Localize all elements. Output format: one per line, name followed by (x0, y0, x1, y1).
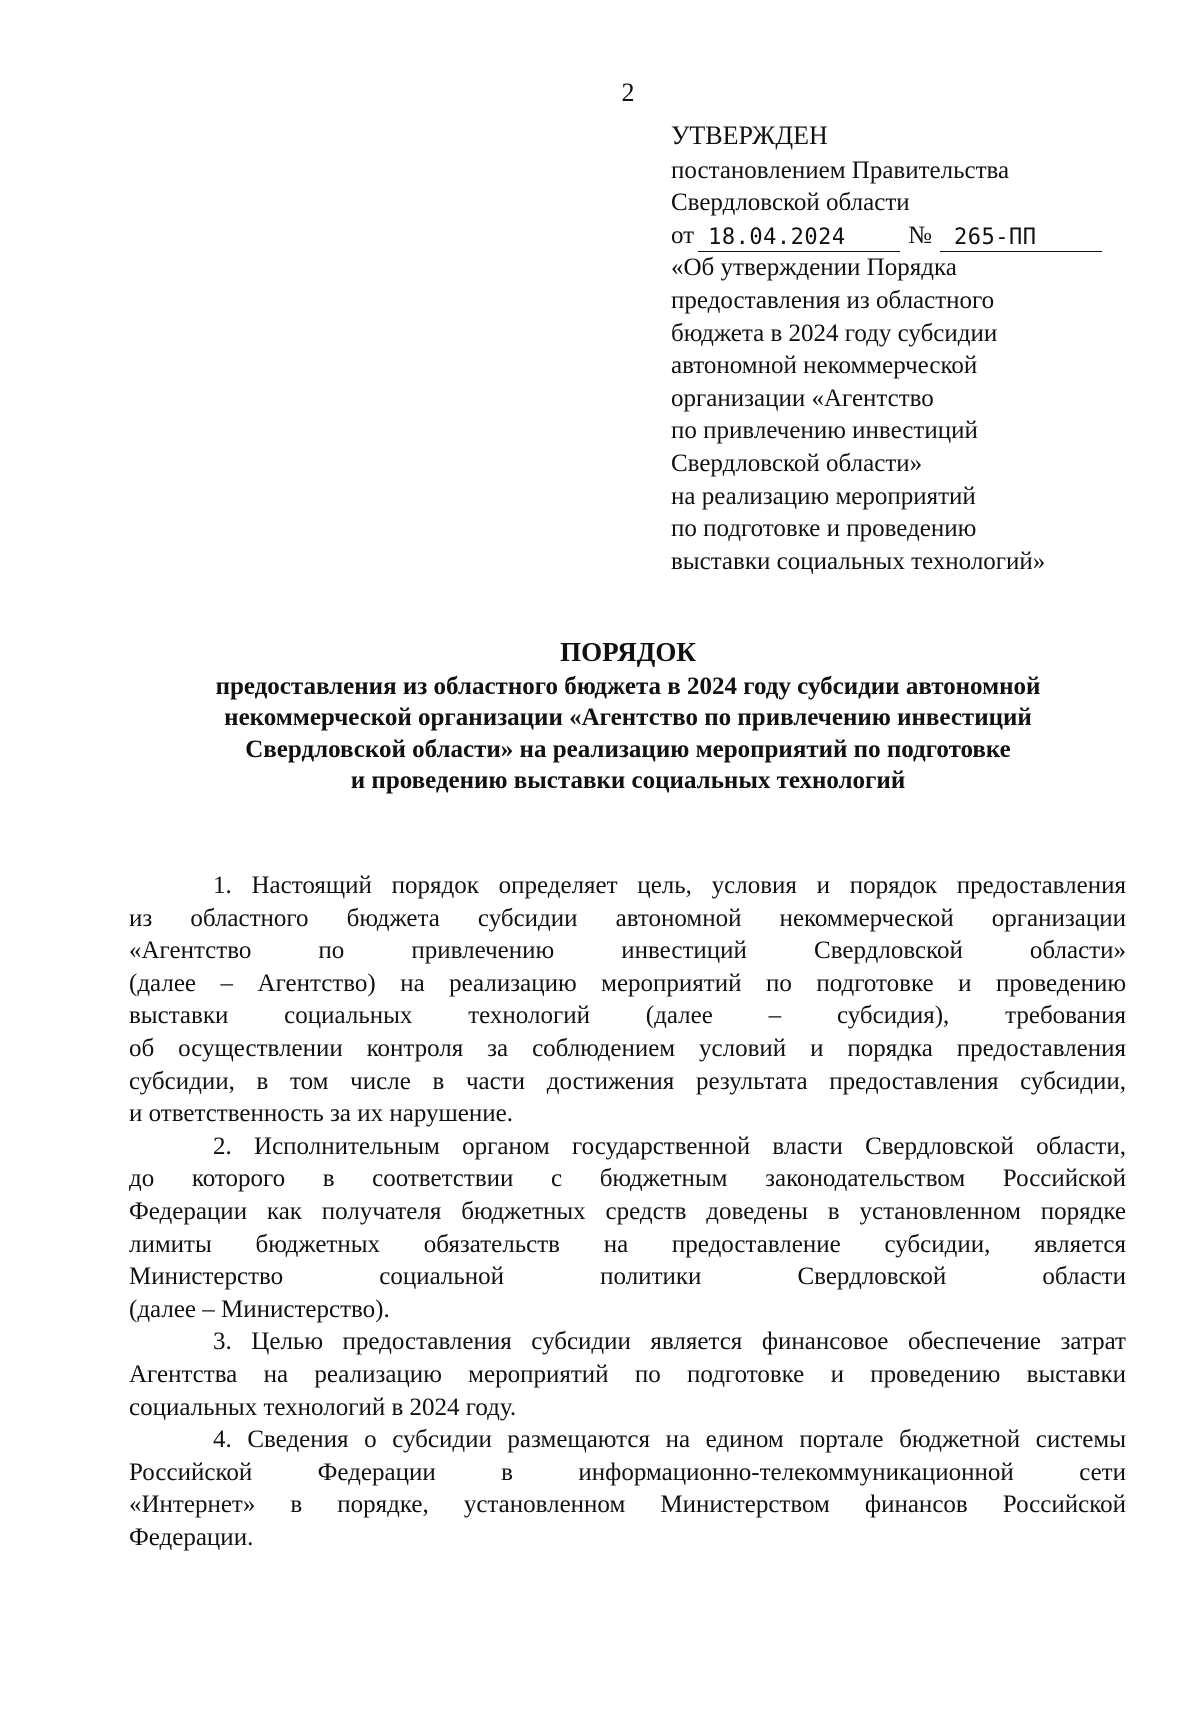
paragraph-line: об осуществлении контроля за соблюдением условий и порядка предоставления (129, 1034, 1126, 1062)
number-prefix: № (908, 221, 932, 249)
paragraph-line: из областного бюджета субсидии автономной некоммерческой организации (129, 904, 1126, 932)
number-field: 265-ПП (940, 225, 1102, 252)
paragraph-1 (129, 870, 1126, 1131)
approval-subject-line: по подготовке и проведению (671, 515, 977, 543)
paragraph-3 (129, 1326, 1126, 1424)
paragraph-line: Министерство социальной политики Свердловской области (129, 1263, 1126, 1291)
date-prefix: от (671, 221, 695, 249)
paragraph-line: 3. Целью предоставления субсидии является финансовое обеспечение затрат (213, 1328, 1126, 1356)
paragraph-2 (129, 1131, 1126, 1327)
paragraph-line: Федерации как получателя бюджетных средств доведены в установленном порядке (129, 1197, 1126, 1225)
approval-subject-line: на реализацию мероприятий (671, 482, 976, 510)
paragraph-line: «Агентство по привлечению инвестиций Свердловской области» (129, 937, 1126, 965)
paragraph-line: 1. Настоящий порядок определяет цель, условия и порядок предоставления (213, 872, 1126, 899)
paragraph-line: 2. Исполнительным органом государственной власти Свердловской области, (213, 1132, 1126, 1160)
paragraph-line: до которого в соответствии с бюджетным законодательством Российской (129, 1165, 1126, 1193)
paragraph-line: субсидии, в том числе в части достижения результата предоставления субсидии, (129, 1067, 1126, 1095)
approval-subject-line: «Об утверждении Порядка (671, 254, 957, 282)
approval-line-1: постановлением Правительства (671, 156, 1010, 184)
document-title (0, 637, 1200, 797)
paragraph-line: Федерации. (129, 1523, 254, 1551)
document-body (129, 870, 1126, 1554)
paragraph-4 (129, 1424, 1126, 1554)
title-line: и проведению выставки социальных технологий (350, 767, 906, 794)
approval-date-row (671, 220, 1111, 253)
paragraph-line: (далее – Агентство) на реализацию мероприятий по подготовке и проведению (129, 969, 1126, 997)
approval-heading: УТВЕРЖДЕН (671, 121, 828, 150)
approval-subject-line: организации «Агентство (671, 384, 934, 412)
page-number: 2 (621, 78, 635, 107)
title-heading: ПОРЯДОК (560, 637, 696, 667)
paragraph-line: лимиты бюджетных обязательств на предоставление субсидии, является (129, 1230, 1126, 1258)
paragraph-line: и ответственность за их нарушение. (129, 1100, 513, 1128)
paragraph-line: Российской Федерации в информационно-телекоммуникационной сети (129, 1458, 1126, 1486)
approval-subject-line: по привлечению инвестиций (671, 417, 978, 445)
title-line: предоставления из областного бюджета в 2024 году субсидии автономной (215, 672, 1041, 700)
title-line: Свердловской области» на реализацию мероприятий по подготовке (245, 735, 1011, 763)
paragraph-line: «Интернет» в порядке, установленном Министерством финансов Российской (129, 1491, 1126, 1519)
approval-subject-line: бюджета в 2024 году субсидии (671, 319, 998, 347)
approval-subject-line: автономной некоммерческой (671, 352, 978, 380)
paragraph-line: социальных технологий в 2024 году. (129, 1393, 517, 1421)
title-line: некоммерческой организации «Агентство по привлечению инвестиций (224, 704, 1032, 731)
approval-line-2: Свердловской области (671, 189, 910, 217)
approval-subject-line: предоставления из областного (671, 286, 995, 314)
paragraph-line: (далее – Министерство). (129, 1295, 390, 1323)
date-field: 18.04.2024 (698, 225, 900, 252)
paragraph-line: 4. Сведения о субсидии размещаются на едином портале бюджетной системы (213, 1426, 1126, 1454)
approval-subject-line: Свердловской области» (671, 449, 923, 477)
paragraph-line: выставки социальных технологий (далее – субсидия), требования (129, 1002, 1126, 1030)
approval-block (671, 120, 1111, 578)
paragraph-line: Агентства на реализацию мероприятий по подготовке и проведению выставки (129, 1360, 1126, 1388)
approval-subject-line: выставки социальных технологий» (671, 547, 1046, 575)
